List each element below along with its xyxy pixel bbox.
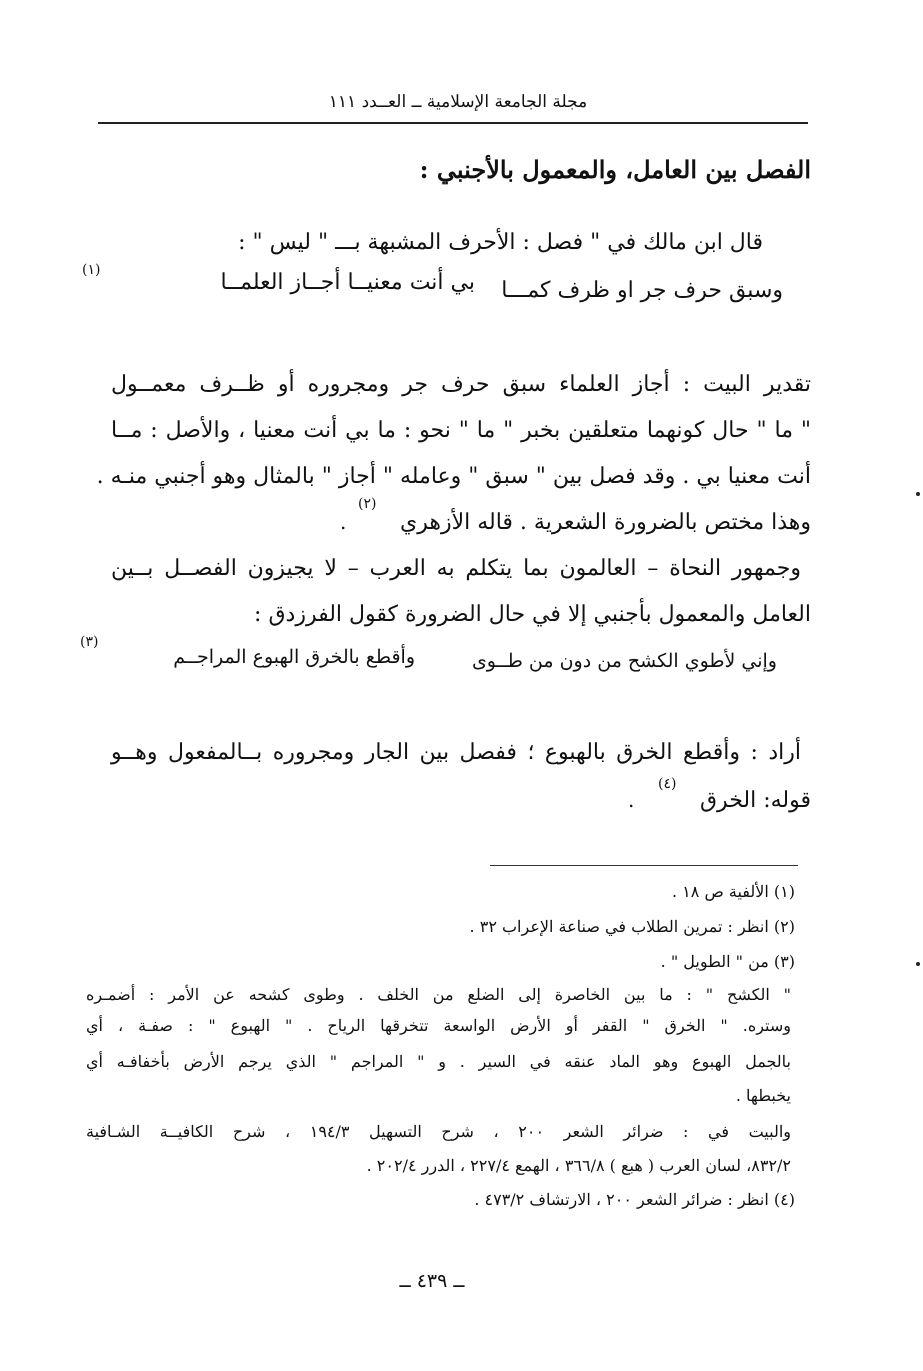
footnote-3: (٣) من " الطويل " . [660,952,795,971]
footnote-marker-3: (٣) [80,634,99,650]
verse1-second-half: بي أنت معنيــا أجــاز العلمــا [220,270,475,295]
verse1-first-half: وسبق حرف جر او ظرف كمـــا [501,278,783,303]
paragraph1-line4: وهذا مختص بالضرورة الشعرية . قاله الأزهري [399,510,811,535]
paragraph3-end-mark: . [628,788,635,812]
footnote-rule [490,865,798,866]
intro-line: قال ابن مالك في " فصل : الأحرف المشبهة بـــ " ليس " : [238,230,763,255]
paragraph2-line2: العامل والمعمول بأجنبي إلا في حال الضرورة كقول الفرزدق : [254,602,811,627]
page-number: ــ ٤٣٩ ــ [399,1270,465,1292]
paragraph2-line1: وجمهور النحاة – العالمون بما يتكلم به العرب – لا يجيزون الفصــل بــين [111,556,801,581]
footnote-3-line3: بالجمل الهبوع وهو الماد عنقه في السير . و " المراجم " الذي يرجم الأرض بأخفافـه أي [86,1052,791,1071]
verse2-first-half: وإني لأطوي الكشح من دون من طــوى [471,650,777,672]
verse2-second-half: وأقطع بالخرق الهبوع المراجــم [173,646,415,668]
footnote-marker-2: (٢) [358,496,377,512]
footnote-4: (٤) انظر : ضرائر الشعر ٢٠٠ ، الارتشاف ٤٧٣/٢ . [474,1190,795,1209]
header-rule [98,122,808,124]
footnote-3-line4: يخبطها . [735,1086,791,1105]
footnote-3-sources-line1: والبيت في : ضرائر الشعر ٢٠٠ ، شرح التسهيل ١٩٤/٣ ، شرح الكافيــة الشـافية [86,1122,792,1141]
running-header: مجلة الجامعة الإسلامية ــ العــدد ١١١ [328,92,588,112]
footnote-3-sources-line2: ٨٣٢/٢، لسان العرب ( هبع ) ٣٦٦/٨ ، الهمع ٢٢٧/٤ ، الدرر ٢٠٢/٤ . [366,1156,791,1175]
section-heading: الفصل بين العامل، والمعمول بالأجنبي : [419,155,811,184]
footnote-marker-1: (١) [82,262,101,278]
footnote-3-line2: وستره. " الخرق " القفر أو الأرض الواسعة تتخرقها الرياح . " الهبوع " : صفـة ، أي [86,1016,791,1035]
footnote-3-line1: " الكشح " : ما بين الخاصرة إلى الضلع من الخلف . وطوى كشحه عن الأمر : أضمـره [86,985,791,1004]
paragraph1-line3: أنت معنيا بي . وقد فصل بين " سبق " وعامله " أجاز " بالمثال وهو أجنبي منـه . [96,464,811,489]
paragraph1-line1: تقدير البيت : أجاز العلماء سبق حرف جر ومجروره أو ظــرف معمــول [111,372,811,397]
paragraph1-line2: " ما " حال كونهما متعلقين بخبر " ما " نحو : ما بي أنت معنيا ، والأصل : مــا [111,418,811,443]
paragraph3-line2: قوله: الخرق [699,788,811,813]
footnote-marker-4: (٤) [658,776,677,792]
paragraph3-line1: أراد : وأقطع الخرق بالهبوع ؛ ففصل بين الجار ومجروره بــالمفعول وهــو [111,740,801,765]
footnote-2: (٢) انظر : تمرين الطلاب في صناعة الإعراب ٣٢ . [469,917,795,936]
scan-speck [916,492,920,496]
paragraph1-end-mark: . [340,510,347,534]
scan-speck [916,962,920,966]
footnote-1: (١) الألفية ص ١٨ . [672,882,795,901]
